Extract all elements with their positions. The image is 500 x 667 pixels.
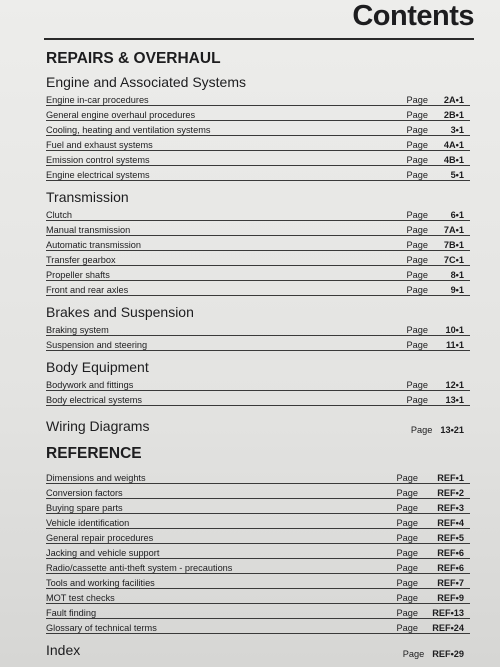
contents-entry[interactable] (46, 121, 470, 136)
entry-page-ref (397, 563, 464, 573)
entry-label: Tools and working facilities (46, 578, 155, 588)
entry-page-ref (397, 608, 464, 618)
page-number: 5•1 (450, 170, 464, 180)
page-number: 4B•1 (443, 155, 464, 165)
entry-page-ref (407, 170, 464, 180)
page-word: Page (410, 425, 433, 435)
page-number: REF•9 (437, 593, 464, 603)
contents-entry[interactable] (46, 321, 470, 336)
page-word: Page (396, 578, 418, 588)
page-word: Page (402, 649, 425, 659)
index-heading: Index (46, 642, 81, 658)
page-number: REF•6 (437, 563, 464, 573)
page-number: 12•1 (445, 380, 464, 390)
entry-label: Clutch (46, 210, 73, 220)
contents-entry[interactable] (46, 499, 470, 514)
entry-label: Engine in-car procedures (46, 95, 149, 105)
wiring-diagrams-row[interactable] (46, 414, 470, 435)
entry-page-ref (407, 225, 464, 235)
page-number: REF•6 (437, 548, 464, 558)
page-word: Page (406, 240, 428, 250)
page-word: Page (396, 608, 418, 618)
page-word: Page (406, 340, 428, 350)
contents-entry[interactable] (46, 266, 470, 281)
entry-label: Front and rear axles (46, 285, 129, 295)
entry-label: Glossary of technical terms (46, 623, 157, 633)
entry-page-ref (407, 95, 464, 105)
page-number: REF•3 (437, 503, 464, 513)
contents-group (46, 304, 470, 351)
entry-label: Emission control systems (46, 155, 150, 165)
contents-entry[interactable] (46, 336, 470, 351)
entry-label: Bodywork and fittings (46, 380, 134, 390)
contents-entry[interactable] (46, 91, 470, 106)
page-word: Page (396, 503, 418, 513)
contents-entry[interactable] (46, 166, 470, 181)
page-number: REF•29 (432, 649, 464, 659)
contents-entry[interactable] (46, 469, 470, 484)
page-number: REF•1 (437, 473, 464, 483)
page-word: Page (406, 325, 428, 335)
page-word: Page (396, 488, 418, 498)
page-word: Page (406, 95, 428, 105)
entry-page-ref (407, 155, 464, 165)
page-number: REF•13 (432, 608, 464, 618)
entry-page-ref (397, 593, 464, 603)
page-number: 9•1 (450, 285, 464, 295)
page-word: Page (396, 563, 418, 573)
entry-page-ref (407, 270, 464, 280)
title-divider (44, 38, 474, 40)
page-number: 7A•1 (443, 225, 464, 235)
page-number: 7C•1 (443, 255, 464, 265)
entry-page-ref (407, 340, 464, 350)
entry-page-ref (397, 503, 464, 513)
page-word: Page (396, 518, 418, 528)
contents-entry[interactable] (46, 221, 470, 236)
page-word: Page (396, 623, 418, 633)
entry-label: General engine overhaul procedures (46, 110, 196, 120)
contents-entry[interactable] (46, 151, 470, 166)
entry-page-ref (397, 473, 464, 483)
contents-entry[interactable] (46, 514, 470, 529)
page-word: Page (396, 548, 418, 558)
page-number: 6•1 (450, 210, 464, 220)
entry-label: Vehicle identification (46, 518, 130, 528)
section-heading-reference: REFERENCE (46, 445, 142, 462)
page-word: Page (396, 593, 418, 603)
page-number: 2B•1 (443, 110, 464, 120)
contents-entry[interactable] (46, 559, 470, 574)
entry-page-ref (407, 240, 464, 250)
entry-label: Engine electrical systems (46, 170, 150, 180)
contents-group (46, 359, 470, 406)
contents-entry[interactable] (46, 619, 470, 634)
page-number: 13•1 (445, 395, 464, 405)
page-number: 13•21 (440, 425, 464, 435)
index-row[interactable] (46, 638, 470, 659)
entry-label: Dimensions and weights (46, 473, 146, 483)
contents-entry[interactable] (46, 106, 470, 121)
page-number: REF•24 (432, 623, 464, 633)
contents-entry[interactable] (46, 251, 470, 266)
entry-label: MOT test checks (46, 593, 115, 603)
page-word: Page (396, 533, 418, 543)
page-word: Page (406, 395, 428, 405)
entry-label: Braking system (46, 325, 109, 335)
contents-body (46, 50, 470, 659)
page-word: Page (406, 225, 428, 235)
entry-page-ref (407, 125, 464, 135)
contents-group (46, 189, 470, 296)
contents-entry[interactable] (46, 589, 470, 604)
page-word: Page (406, 285, 428, 295)
entry-page-ref (397, 533, 464, 543)
entry-page-ref (397, 548, 464, 558)
page-number: 2A•1 (443, 95, 464, 105)
page-number: 10•1 (445, 325, 464, 335)
page-number: 8•1 (450, 270, 464, 280)
contents-entry[interactable] (46, 529, 470, 544)
wiring-page-ref (411, 425, 470, 435)
page-word: Page (406, 380, 428, 390)
entry-label: Radio/cassette anti-theft system - precautions (46, 563, 233, 573)
repairs-groups (46, 74, 470, 406)
entry-page-ref (407, 255, 464, 265)
index-page-ref (403, 649, 470, 659)
entry-page-ref (397, 623, 464, 633)
entry-label: Fault finding (46, 608, 97, 618)
entry-label: Body electrical systems (46, 395, 142, 405)
page-number: 4A•1 (443, 140, 464, 150)
page-title: Contents (352, 0, 474, 32)
contents-entry[interactable] (46, 484, 470, 499)
page-word: Page (406, 270, 428, 280)
entry-page-ref (407, 325, 464, 335)
page-word: Page (406, 110, 428, 120)
entry-page-ref (407, 380, 464, 390)
page-word: Page (406, 125, 428, 135)
entry-page-ref (407, 395, 464, 405)
page-word: Page (406, 170, 428, 180)
entry-label: Transfer gearbox (46, 255, 116, 265)
group-heading: Transmission (46, 189, 129, 205)
group-heading: Brakes and Suspension (46, 304, 194, 320)
page-word: Page (396, 473, 418, 483)
entry-label: Fuel and exhaust systems (46, 140, 153, 150)
contents-entry[interactable] (46, 544, 470, 559)
entry-page-ref (407, 210, 464, 220)
contents-group (46, 74, 470, 181)
page-word: Page (406, 155, 428, 165)
contents-entry[interactable] (46, 391, 470, 406)
entry-page-ref (397, 518, 464, 528)
entry-label: Conversion factors (46, 488, 123, 498)
page-word: Page (406, 255, 428, 265)
entry-page-ref (407, 140, 464, 150)
contents-entry[interactable] (46, 236, 470, 251)
entry-page-ref (397, 578, 464, 588)
page-number: REF•5 (437, 533, 464, 543)
page-number: REF•4 (437, 518, 464, 528)
contents-entry[interactable] (46, 281, 470, 296)
contents-entry[interactable] (46, 206, 470, 221)
page-number: REF•2 (437, 488, 464, 498)
entry-label: Suspension and steering (46, 340, 148, 350)
group-heading: Body Equipment (46, 359, 149, 375)
page-word: Page (406, 210, 428, 220)
page-number: REF•7 (437, 578, 464, 588)
entry-label: Manual transmission (46, 225, 131, 235)
contents-entry[interactable] (46, 604, 470, 619)
entry-label: Propeller shafts (46, 270, 110, 280)
page-word: Page (406, 140, 428, 150)
reference-entries (46, 469, 470, 634)
entry-label: General repair procedures (46, 533, 154, 543)
entry-label: Cooling, heating and ventilation systems (46, 125, 211, 135)
entry-label: Buying spare parts (46, 503, 123, 513)
contents-entry[interactable] (46, 136, 470, 151)
group-heading: Engine and Associated Systems (46, 74, 247, 90)
entry-label: Automatic transmission (46, 240, 141, 250)
page-number: 11•1 (445, 340, 464, 350)
section-heading-repairs: REPAIRS & OVERHAUL (46, 50, 221, 67)
entry-page-ref (407, 285, 464, 295)
entry-page-ref (397, 488, 464, 498)
entry-label: Jacking and vehicle support (46, 548, 160, 558)
page-number: 7B•1 (443, 240, 464, 250)
group-heading-wiring: Wiring Diagrams (46, 418, 150, 434)
contents-entry[interactable] (46, 376, 470, 391)
entry-page-ref (407, 110, 464, 120)
page-number: 3•1 (450, 125, 464, 135)
contents-entry[interactable] (46, 574, 470, 589)
